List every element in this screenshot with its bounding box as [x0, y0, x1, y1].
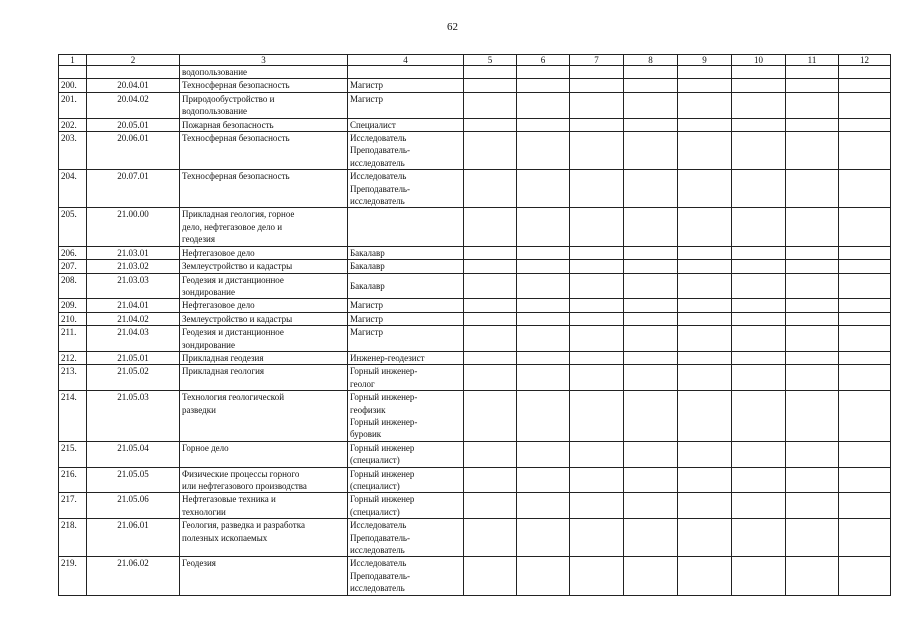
table-row	[59, 493, 891, 519]
empty-cell	[517, 170, 570, 208]
empty-cell	[839, 260, 891, 273]
empty-cell	[464, 351, 517, 364]
empty-cell	[624, 365, 678, 391]
empty-cell	[786, 66, 839, 79]
empty-cell	[839, 132, 891, 170]
empty-cell	[839, 273, 891, 299]
empty-cell	[678, 365, 732, 391]
specialty-code: 20.06.01	[87, 132, 180, 170]
empty-cell	[732, 467, 786, 493]
empty-cell	[786, 170, 839, 208]
table-row	[59, 118, 891, 131]
empty-cell	[464, 326, 517, 352]
empty-cell	[464, 92, 517, 118]
empty-cell	[624, 273, 678, 299]
empty-cell	[517, 557, 570, 595]
specialty-name: Нефтегазовые техника и технологии	[180, 493, 348, 519]
empty-cell	[786, 493, 839, 519]
empty-cell	[678, 208, 732, 246]
empty-cell	[624, 391, 678, 442]
empty-cell	[732, 92, 786, 118]
specialty-code: 20.04.02	[87, 92, 180, 118]
column-header: 5	[464, 55, 517, 66]
empty-cell	[464, 312, 517, 325]
specialty-name: Технология геологической разведки	[180, 391, 348, 442]
empty-cell	[732, 66, 786, 79]
empty-cell	[839, 326, 891, 352]
specialty-name: Прикладная геодезия	[180, 351, 348, 364]
empty-cell	[570, 391, 624, 442]
empty-cell	[570, 118, 624, 131]
empty-cell	[786, 79, 839, 92]
row-number: 206.	[59, 246, 87, 259]
specialty-name: Землеустройство и кадастры	[180, 312, 348, 325]
empty-cell	[464, 246, 517, 259]
row-number: 209.	[59, 299, 87, 312]
qualification-level: Магистр	[348, 312, 464, 325]
empty-cell	[678, 441, 732, 467]
empty-cell	[678, 273, 732, 299]
empty-cell	[732, 441, 786, 467]
row-number: 215.	[59, 441, 87, 467]
row-number: 214.	[59, 391, 87, 442]
specialty-name: Физические процессы горного или нефтегазового производства	[180, 467, 348, 493]
empty-cell	[464, 273, 517, 299]
page-number: 62	[447, 21, 458, 33]
empty-cell	[839, 312, 891, 325]
specialty-name: Землеустройство и кадастры	[180, 260, 348, 273]
empty-cell	[570, 441, 624, 467]
empty-cell	[732, 519, 786, 557]
empty-cell	[570, 351, 624, 364]
row-number: 201.	[59, 92, 87, 118]
empty-cell	[517, 441, 570, 467]
empty-cell	[464, 467, 517, 493]
table-row	[59, 260, 891, 273]
empty-cell	[732, 170, 786, 208]
empty-cell	[570, 299, 624, 312]
empty-cell	[570, 467, 624, 493]
empty-cell	[678, 391, 732, 442]
empty-cell	[732, 312, 786, 325]
empty-cell	[517, 66, 570, 79]
empty-cell	[839, 170, 891, 208]
empty-cell	[624, 557, 678, 595]
specialty-code: 20.07.01	[87, 170, 180, 208]
empty-cell	[839, 66, 891, 79]
specialty-code: 21.04.03	[87, 326, 180, 352]
row-number	[59, 66, 87, 79]
empty-cell	[732, 299, 786, 312]
empty-cell	[517, 79, 570, 92]
specialty-code: 21.03.02	[87, 260, 180, 273]
empty-cell	[624, 493, 678, 519]
qualification-level: Инженер-геодезист	[348, 351, 464, 364]
empty-cell	[624, 312, 678, 325]
empty-cell	[786, 351, 839, 364]
qualification-level: Магистр	[348, 92, 464, 118]
specialty-name: Геодезия	[180, 557, 348, 595]
empty-cell	[678, 246, 732, 259]
empty-cell	[839, 246, 891, 259]
empty-cell	[570, 79, 624, 92]
empty-cell	[517, 299, 570, 312]
empty-cell	[732, 365, 786, 391]
table-row	[59, 467, 891, 493]
empty-cell	[464, 260, 517, 273]
empty-cell	[839, 557, 891, 595]
empty-cell	[570, 326, 624, 352]
empty-cell	[464, 391, 517, 442]
empty-cell	[786, 326, 839, 352]
empty-cell	[624, 170, 678, 208]
empty-cell	[678, 260, 732, 273]
empty-cell	[517, 208, 570, 246]
table-row	[59, 326, 891, 352]
specialty-code: 21.06.02	[87, 557, 180, 595]
column-header: 12	[839, 55, 891, 66]
empty-cell	[786, 92, 839, 118]
empty-cell	[839, 208, 891, 246]
empty-cell	[464, 493, 517, 519]
empty-cell	[786, 467, 839, 493]
specialty-code: 21.03.03	[87, 273, 180, 299]
empty-cell	[624, 441, 678, 467]
empty-cell	[570, 208, 624, 246]
empty-cell	[624, 92, 678, 118]
empty-cell	[464, 441, 517, 467]
table-row	[59, 365, 891, 391]
empty-cell	[678, 493, 732, 519]
column-header: 8	[624, 55, 678, 66]
empty-cell	[786, 132, 839, 170]
table-row	[59, 66, 891, 79]
specialty-code: 21.05.05	[87, 467, 180, 493]
empty-cell	[570, 66, 624, 79]
column-header: 10	[732, 55, 786, 66]
empty-cell	[678, 132, 732, 170]
empty-cell	[624, 260, 678, 273]
row-number: 200.	[59, 79, 87, 92]
row-number: 217.	[59, 493, 87, 519]
empty-cell	[732, 246, 786, 259]
empty-cell	[678, 326, 732, 352]
empty-cell	[517, 132, 570, 170]
specialty-name: Техносферная безопасность	[180, 132, 348, 170]
qualification-level: Специалист	[348, 118, 464, 131]
empty-cell	[464, 208, 517, 246]
specialty-name: Геодезия и дистанционное зондирование	[180, 326, 348, 352]
empty-cell	[464, 79, 517, 92]
empty-cell	[839, 441, 891, 467]
specialty-code: 21.04.02	[87, 312, 180, 325]
specialty-name: Геодезия и дистанционное зондирование	[180, 273, 348, 299]
empty-cell	[732, 132, 786, 170]
row-number: 210.	[59, 312, 87, 325]
empty-cell	[732, 273, 786, 299]
specialty-code: 21.05.01	[87, 351, 180, 364]
specialty-code: 21.05.06	[87, 493, 180, 519]
specialty-name: Нефтегазовое дело	[180, 299, 348, 312]
empty-cell	[624, 299, 678, 312]
row-number: 219.	[59, 557, 87, 595]
empty-cell	[517, 365, 570, 391]
empty-cell	[732, 118, 786, 131]
empty-cell	[570, 312, 624, 325]
empty-cell	[786, 557, 839, 595]
row-number: 207.	[59, 260, 87, 273]
qualification-level: Исследователь Преподаватель- исследователь	[348, 519, 464, 557]
column-header: 3	[180, 55, 348, 66]
table-row	[59, 246, 891, 259]
empty-cell	[678, 467, 732, 493]
specialty-name: Природообустройство и водопользование	[180, 92, 348, 118]
empty-cell	[786, 312, 839, 325]
empty-cell	[624, 66, 678, 79]
empty-cell	[624, 351, 678, 364]
qualification-level: Горный инженер (специалист)	[348, 467, 464, 493]
specialty-code: 20.04.01	[87, 79, 180, 92]
table-body	[59, 66, 891, 596]
empty-cell	[678, 79, 732, 92]
empty-cell	[464, 132, 517, 170]
row-number: 218.	[59, 519, 87, 557]
empty-cell	[624, 467, 678, 493]
empty-cell	[786, 365, 839, 391]
specialty-code: 20.05.01	[87, 118, 180, 131]
qualification-level: Горный инженер- геофизик Горный инженер- буровик	[348, 391, 464, 442]
empty-cell	[624, 79, 678, 92]
table-row	[59, 557, 891, 595]
empty-cell	[839, 299, 891, 312]
specialty-code	[87, 66, 180, 79]
qualification-level	[348, 208, 464, 246]
empty-cell	[624, 118, 678, 131]
specialty-name: Горное дело	[180, 441, 348, 467]
empty-cell	[839, 351, 891, 364]
specialty-code: 21.06.01	[87, 519, 180, 557]
qualification-level: Горный инженер (специалист)	[348, 441, 464, 467]
empty-cell	[732, 326, 786, 352]
empty-cell	[678, 118, 732, 131]
empty-cell	[624, 326, 678, 352]
column-header: 2	[87, 55, 180, 66]
column-header: 1	[59, 55, 87, 66]
empty-cell	[517, 246, 570, 259]
row-number: 205.	[59, 208, 87, 246]
specialties-table	[58, 54, 891, 596]
empty-cell	[678, 92, 732, 118]
empty-cell	[786, 260, 839, 273]
empty-cell	[517, 260, 570, 273]
table-row	[59, 351, 891, 364]
table-row	[59, 79, 891, 92]
column-header: 11	[786, 55, 839, 66]
empty-cell	[786, 441, 839, 467]
empty-cell	[678, 170, 732, 208]
empty-cell	[839, 391, 891, 442]
empty-cell	[678, 351, 732, 364]
empty-cell	[732, 391, 786, 442]
qualification-level: Исследователь Преподаватель- исследователь	[348, 557, 464, 595]
specialty-code: 21.03.01	[87, 246, 180, 259]
empty-cell	[464, 299, 517, 312]
specialty-code: 21.05.02	[87, 365, 180, 391]
empty-cell	[517, 351, 570, 364]
empty-cell	[624, 208, 678, 246]
specialty-code: 21.00.00	[87, 208, 180, 246]
row-number: 203.	[59, 132, 87, 170]
empty-cell	[732, 79, 786, 92]
qualification-level: Бакалавр	[348, 273, 464, 299]
specialty-code: 21.05.04	[87, 441, 180, 467]
table-row	[59, 299, 891, 312]
empty-cell	[464, 365, 517, 391]
empty-cell	[624, 132, 678, 170]
qualification-level: Исследователь Преподаватель- исследователь	[348, 132, 464, 170]
empty-cell	[786, 246, 839, 259]
qualification-level: Магистр	[348, 326, 464, 352]
empty-cell	[786, 273, 839, 299]
qualification-level: Горный инженер- геолог	[348, 365, 464, 391]
empty-cell	[464, 519, 517, 557]
empty-cell	[464, 66, 517, 79]
column-header: 9	[678, 55, 732, 66]
qualification-level: Магистр	[348, 79, 464, 92]
empty-cell	[517, 519, 570, 557]
empty-cell	[839, 493, 891, 519]
empty-cell	[570, 493, 624, 519]
empty-cell	[517, 326, 570, 352]
table-row	[59, 519, 891, 557]
row-number: 213.	[59, 365, 87, 391]
empty-cell	[678, 557, 732, 595]
empty-cell	[570, 92, 624, 118]
qualification-level	[348, 66, 464, 79]
empty-cell	[570, 132, 624, 170]
empty-cell	[678, 519, 732, 557]
table-row	[59, 170, 891, 208]
specialty-code: 21.05.03	[87, 391, 180, 442]
empty-cell	[464, 118, 517, 131]
empty-cell	[570, 260, 624, 273]
specialty-code: 21.04.01	[87, 299, 180, 312]
row-number: 208.	[59, 273, 87, 299]
table-row	[59, 92, 891, 118]
specialty-name: водопользование	[180, 66, 348, 79]
empty-cell	[517, 493, 570, 519]
empty-cell	[678, 312, 732, 325]
empty-cell	[839, 467, 891, 493]
empty-cell	[570, 246, 624, 259]
empty-cell	[732, 493, 786, 519]
qualification-level: Горный инженер (специалист)	[348, 493, 464, 519]
header-row	[59, 55, 891, 66]
row-number: 204.	[59, 170, 87, 208]
empty-cell	[786, 519, 839, 557]
qualification-level: Бакалавр	[348, 260, 464, 273]
empty-cell	[517, 312, 570, 325]
empty-cell	[839, 118, 891, 131]
empty-cell	[570, 519, 624, 557]
column-header: 4	[348, 55, 464, 66]
qualification-level: Бакалавр	[348, 246, 464, 259]
empty-cell	[517, 118, 570, 131]
table-row	[59, 391, 891, 442]
table-row	[59, 273, 891, 299]
empty-cell	[517, 467, 570, 493]
empty-cell	[678, 66, 732, 79]
empty-cell	[786, 391, 839, 442]
empty-cell	[839, 79, 891, 92]
empty-cell	[517, 273, 570, 299]
table-row	[59, 132, 891, 170]
table-row	[59, 208, 891, 246]
column-header: 6	[517, 55, 570, 66]
empty-cell	[624, 246, 678, 259]
empty-cell	[464, 557, 517, 595]
empty-cell	[678, 299, 732, 312]
specialty-name: Прикладная геология	[180, 365, 348, 391]
specialty-name: Геология, разведка и разработка полезных ископаемых	[180, 519, 348, 557]
empty-cell	[570, 557, 624, 595]
row-number: 216.	[59, 467, 87, 493]
column-header: 7	[570, 55, 624, 66]
table-row	[59, 441, 891, 467]
empty-cell	[570, 273, 624, 299]
row-number: 211.	[59, 326, 87, 352]
row-number: 202.	[59, 118, 87, 131]
empty-cell	[570, 170, 624, 208]
empty-cell	[732, 260, 786, 273]
table-row	[59, 312, 891, 325]
empty-cell	[732, 557, 786, 595]
empty-cell	[732, 208, 786, 246]
row-number: 212.	[59, 351, 87, 364]
empty-cell	[517, 391, 570, 442]
empty-cell	[464, 170, 517, 208]
specialty-name: Пожарная безопасность	[180, 118, 348, 131]
empty-cell	[624, 519, 678, 557]
specialty-name: Техносферная безопасность	[180, 170, 348, 208]
empty-cell	[786, 208, 839, 246]
empty-cell	[786, 299, 839, 312]
specialty-name: Техносферная безопасность	[180, 79, 348, 92]
qualification-level: Магистр	[348, 299, 464, 312]
empty-cell	[839, 92, 891, 118]
empty-cell	[570, 365, 624, 391]
specialty-name: Нефтегазовое дело	[180, 246, 348, 259]
empty-cell	[786, 118, 839, 131]
specialty-name: Прикладная геология, горное дело, нефтегазовое дело и геодезия	[180, 208, 348, 246]
empty-cell	[517, 92, 570, 118]
empty-cell	[839, 519, 891, 557]
qualification-level: Исследователь Преподаватель- исследователь	[348, 170, 464, 208]
empty-cell	[839, 365, 891, 391]
empty-cell	[732, 351, 786, 364]
